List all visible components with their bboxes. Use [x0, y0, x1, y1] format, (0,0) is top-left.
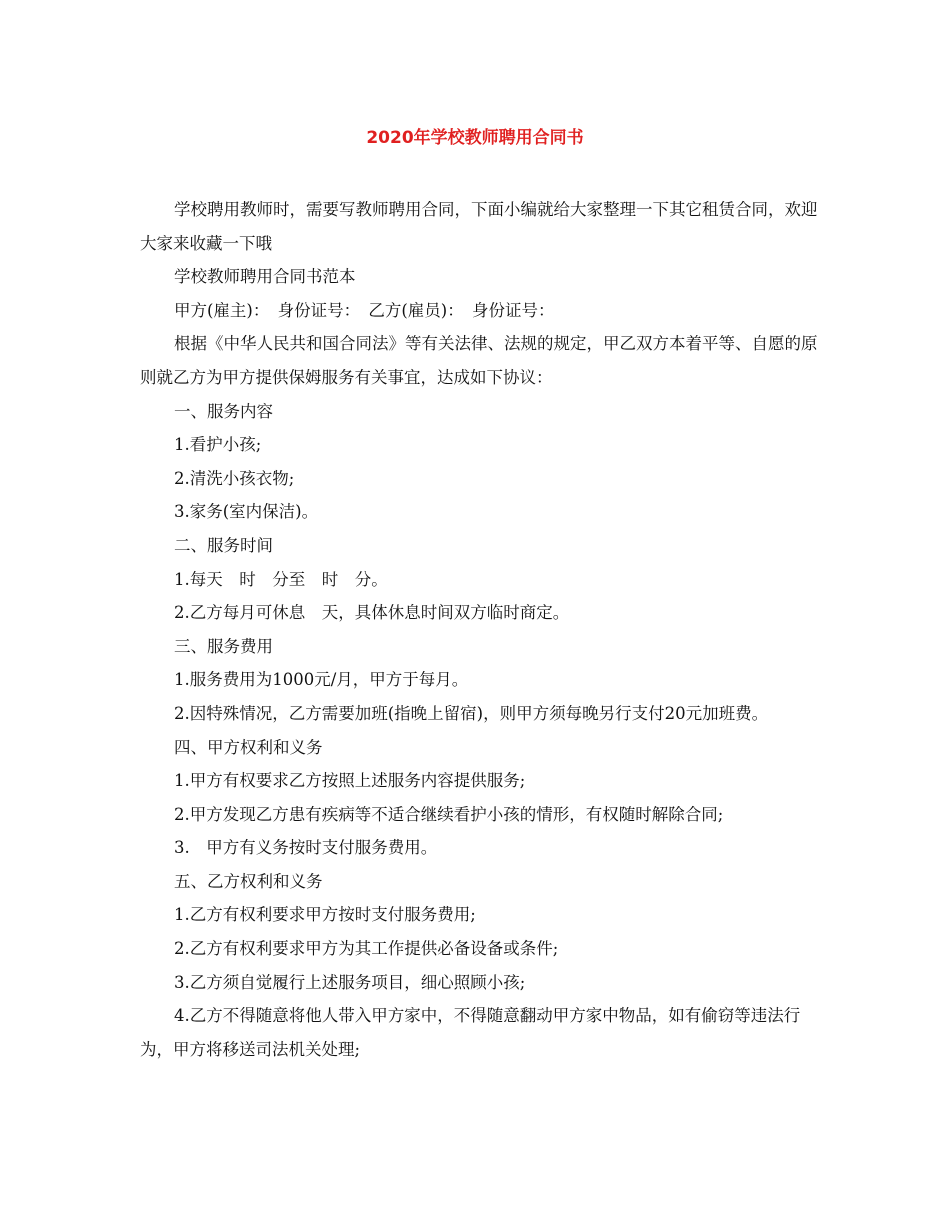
clause-item: 3.家务(室内保洁)。 [174, 502, 319, 522]
clause-item: 1.甲方有权要求乙方按照上述服务内容提供服务; [174, 771, 526, 791]
clause-item: 1.服务费用为1000元/月，甲方于每月。 [174, 670, 469, 690]
clause-item: 2.甲方发现乙方患有疾病等不适合继续看护小孩的情形，有权随时解除合同; [174, 804, 724, 824]
clause-item: 3. 甲方有义务按时支付服务费用。 [174, 838, 438, 858]
section-heading-party-a-rights: 四、甲方权利和义务 [174, 737, 323, 757]
clause-item: 2.乙方每月可休息 天，具体休息时间双方临时商定。 [174, 603, 570, 623]
intro-paragraph: 学校聘用教师时，需要写教师聘用合同，下面小编就给大家整理一下其它租赁合同，欢迎大家来收藏一下哦 [140, 200, 818, 253]
section-heading-service-fee: 三、服务费用 [174, 636, 273, 656]
document-body [140, 193, 822, 1066]
clause-item: 2.因特殊情况，乙方需要加班(指晚上留宿)，则甲方须每晚另行支付20元加班费。 [174, 703, 769, 723]
clause-item: 1.每天 时 分至 时 分。 [174, 569, 388, 589]
clause-item: 2.乙方有权利要求甲方为其工作提供必备设备或条件; [174, 939, 559, 959]
section-heading-service-time: 二、服务时间 [174, 535, 273, 555]
preamble-paragraph: 根据《中华人民共和国合同法》等有关法律、法规的规定，甲乙双方本着平等、自愿的原则就乙方为甲方提供保姆服务有关事宜，达成如下协议： [140, 334, 818, 387]
clause-item: 1.看护小孩; [174, 435, 262, 455]
document-title: 2020年学校教师聘用合同书 [366, 128, 584, 148]
clause-item: 3.乙方须自觉履行上述服务项目，细心照顾小孩; [174, 972, 526, 992]
section-heading-service-content: 一、服务内容 [174, 401, 273, 421]
section-heading-party-b-rights: 五、乙方权利和义务 [174, 871, 323, 891]
clause-item: 1.乙方有权利要求甲方按时支付服务费用; [174, 905, 476, 925]
clause-item: 4.乙方不得随意将他人带入甲方家中，不得随意翻动甲方家中物品，如有偷窃等违法行为，甲方将移送司法机关处理; [140, 1006, 801, 1059]
template-heading: 学校教师聘用合同书范本 [174, 267, 356, 287]
clause-item: 2.清洗小孩衣物; [174, 468, 295, 488]
parties-line: 甲方(雇主)： 身份证号： 乙方(雇员)： 身份证号： [174, 300, 555, 320]
